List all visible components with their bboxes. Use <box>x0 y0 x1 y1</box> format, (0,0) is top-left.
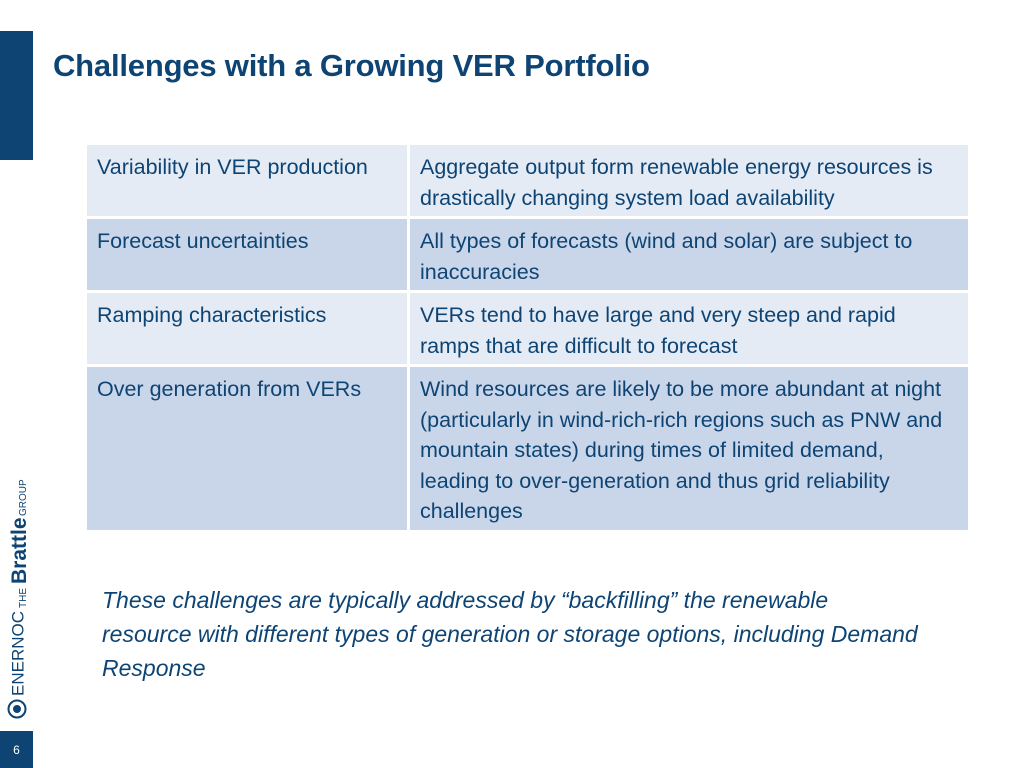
challenge-cell: Ramping characteristics <box>86 292 409 366</box>
description-cell: Aggregate output form renewable energy resources is drastically changing system load availability <box>409 144 970 218</box>
description-cell: All types of forecasts (wind and solar) are subject to inaccuracies <box>409 218 970 292</box>
enernoc-wordmark: ENERNOC <box>8 610 28 696</box>
sidebar-logos <box>0 460 33 720</box>
table-row <box>86 144 970 218</box>
table-row <box>86 218 970 292</box>
description-cell: Wind resources are likely to be more abundant at night (particularly in wind-rich-rich regions such as PNW and mountain states) during times of limited demand, leading to over-generation and thus grid reliability challenges <box>409 366 970 532</box>
table-row <box>86 366 970 532</box>
brattle-suffix: GROUP <box>18 479 29 516</box>
page-number: 6 <box>13 742 20 757</box>
table-row <box>86 292 970 366</box>
page-number-box <box>0 731 33 768</box>
challenges-table <box>84 142 971 533</box>
slide-title: Challenges with a Growing VER Portfolio <box>53 48 650 83</box>
description-cell: VERs tend to have large and very steep and rapid ramps that are difficult to forecast <box>409 292 970 366</box>
title-accent-bar <box>0 31 33 160</box>
challenge-cell: Variability in VER production <box>86 144 409 218</box>
summary-text: These challenges are typically addressed by “backfilling” the renewable resource with different types of generation or storage options, including Demand Response <box>102 587 918 681</box>
challenge-cell: Forecast uncertainties <box>86 218 409 292</box>
enernoc-logo <box>9 611 28 718</box>
brattle-wordmark: Brattle <box>8 517 31 584</box>
brattle-logo <box>8 479 31 608</box>
brattle-prefix: THE <box>18 588 29 608</box>
challenge-cell: Over generation from VERs <box>86 366 409 532</box>
